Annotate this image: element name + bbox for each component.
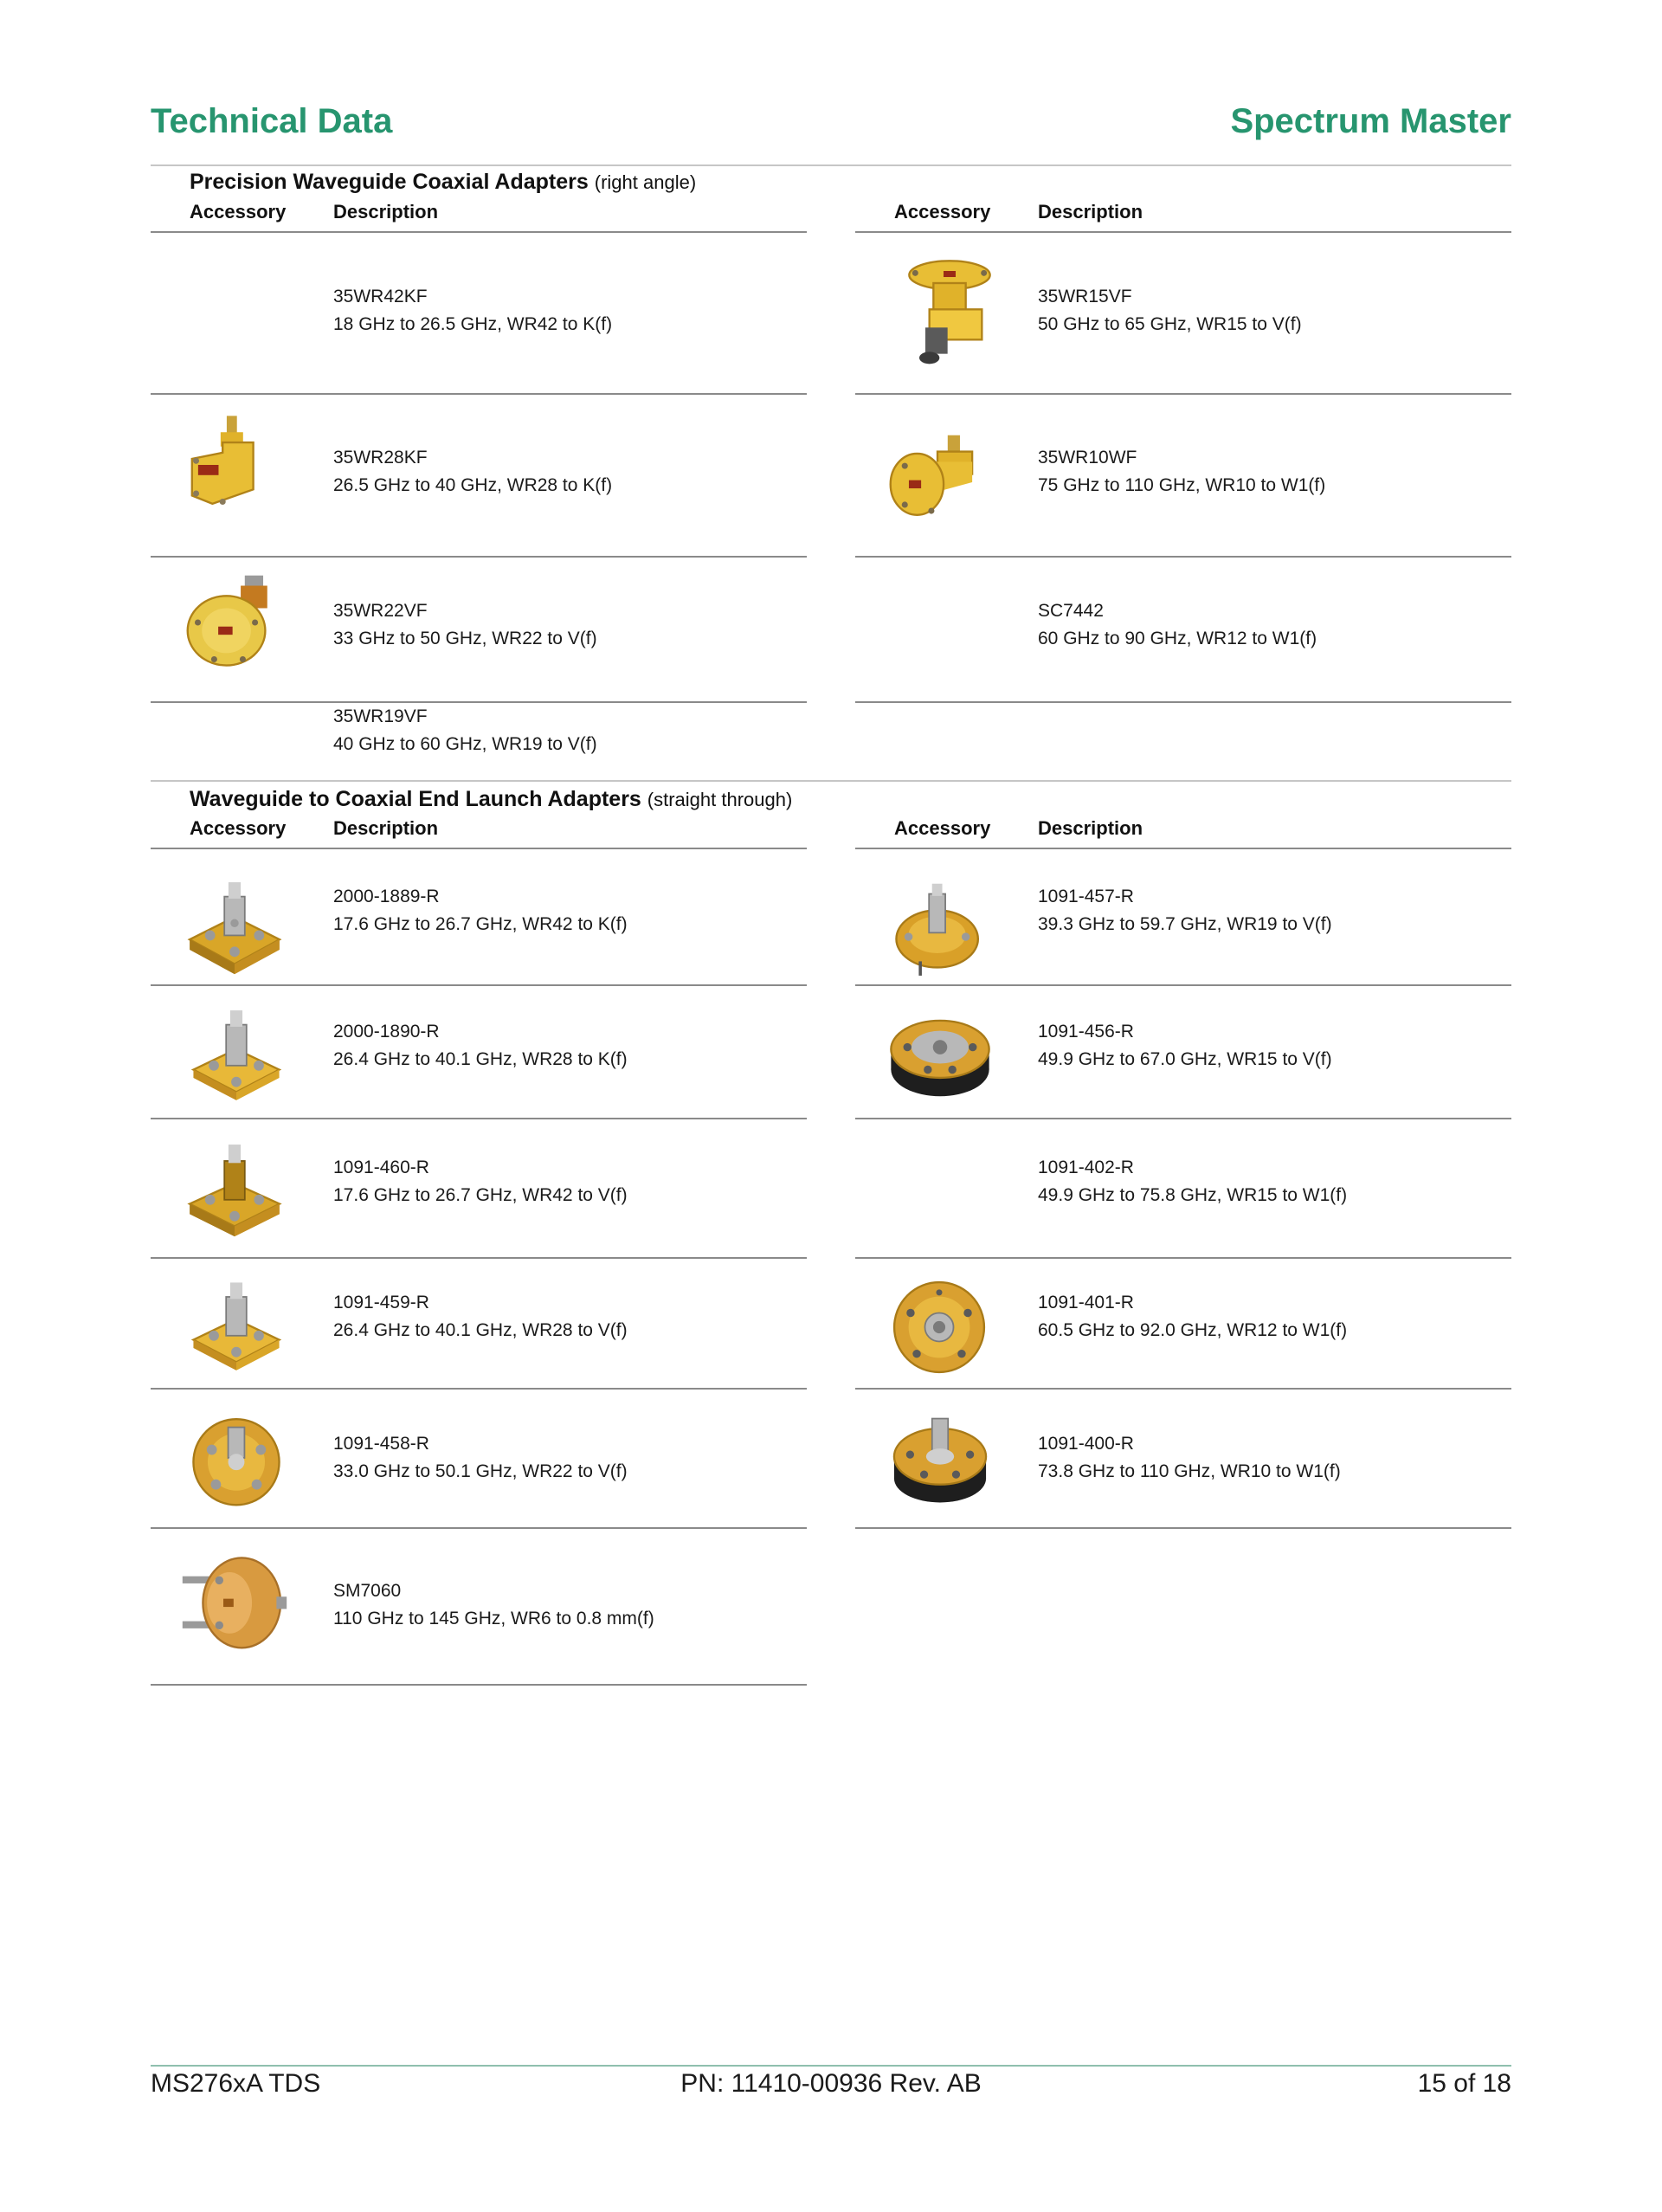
part-number: SC7442 (1038, 601, 1104, 621)
list-item (1038, 1154, 1347, 1209)
part-spec: 18 GHz to 26.5 GHz, WR42 to K(f) (333, 314, 613, 334)
part-spec: 40 GHz to 60 GHz, WR19 to V(f) (333, 734, 597, 754)
adapter-1091-460-r-image (184, 1138, 286, 1241)
part-spec: 49.9 GHz to 75.8 GHz, WR15 to W1(f) (1038, 1185, 1348, 1205)
part-number: SM7060 (333, 1581, 402, 1601)
part-spec: 49.9 GHz to 67.0 GHz, WR15 to V(f) (1038, 1049, 1332, 1069)
product-title: Spectrum Master (1230, 102, 1511, 140)
part-number: 1091-460-R (333, 1158, 429, 1177)
part-spec: 17.6 GHz to 26.7 GHz, WR42 to V(f) (333, 1185, 628, 1205)
table-rule (151, 1388, 807, 1390)
section-title-text: Precision Waveguide Coaxial Adapters (190, 170, 589, 194)
adapter-35wr28kf-image (182, 414, 284, 516)
section-subtitle: (right angle) (594, 171, 697, 193)
part-spec: 73.8 GHz to 110 GHz, WR10 to W1(f) (1038, 1461, 1341, 1481)
part-number: 35WR42KF (333, 287, 428, 306)
footer-page-number: 15 of 18 (1417, 2069, 1511, 2098)
part-number: 2000-1889-R (333, 887, 440, 906)
part-spec: 60.5 GHz to 92.0 GHz, WR12 to W1(f) (1038, 1320, 1348, 1340)
part-number: 1091-401-R (1038, 1293, 1134, 1312)
list-item (333, 1018, 628, 1074)
adapter-2000-1890-r-image (185, 1004, 287, 1106)
part-number: 2000-1890-R (333, 1022, 440, 1042)
footer-doc-name: MS276xA TDS (151, 2069, 321, 2098)
table-rule (855, 1527, 1511, 1529)
footer-part-number: PN: 11410-00936 Rev. AB (680, 2069, 982, 2098)
table-rule (151, 1118, 807, 1119)
adapter-35wr22vf-image (184, 571, 286, 674)
part-number: 1091-456-R (1038, 1022, 1134, 1042)
adapter-1091-400-r-image (888, 1409, 992, 1512)
table-rule (855, 1257, 1511, 1259)
list-item (1038, 1018, 1332, 1074)
header-divider (151, 164, 1511, 166)
table-rule (151, 984, 807, 986)
col-header-description: Description (1038, 817, 1143, 839)
part-spec: 110 GHz to 145 GHz, WR6 to 0.8 mm(f) (333, 1609, 654, 1628)
col-header-accessory: Accessory (894, 201, 991, 222)
col-header-accessory: Accessory (190, 817, 287, 839)
section-title-text: Waveguide to Coaxial End Launch Adapters (190, 787, 641, 811)
part-spec: 75 GHz to 110 GHz, WR10 to W1(f) (1038, 475, 1326, 495)
list-item (333, 883, 628, 938)
adapter-1091-456-r-image (886, 1004, 994, 1106)
list-item (1038, 1289, 1347, 1345)
table-rule (855, 701, 1511, 703)
part-spec: 26.5 GHz to 40 GHz, WR28 to K(f) (333, 475, 613, 495)
part-number: 35WR15VF (1038, 287, 1132, 306)
table-rule (855, 393, 1511, 395)
table-rule (151, 231, 807, 233)
part-number: 35WR19VF (333, 706, 428, 726)
list-item (333, 597, 597, 653)
table-rule (855, 984, 1511, 986)
section-title-end-launch (190, 787, 792, 812)
table-rule (151, 1684, 807, 1686)
table-rule (151, 1257, 807, 1259)
adapter-sm7060-image (178, 1550, 291, 1652)
list-item (1038, 1430, 1341, 1486)
part-spec: 33 GHz to 50 GHz, WR22 to V(f) (333, 629, 597, 648)
list-item (333, 1430, 628, 1486)
list-item (333, 1289, 628, 1345)
part-spec: 26.4 GHz to 40.1 GHz, WR28 to V(f) (333, 1320, 628, 1340)
part-spec: 33.0 GHz to 50.1 GHz, WR22 to V(f) (333, 1461, 628, 1481)
list-item (333, 1577, 654, 1633)
list-item (333, 1154, 628, 1209)
list-item (1038, 283, 1302, 339)
table-rule (151, 393, 807, 395)
adapter-35wr10wf-image (886, 431, 989, 533)
col-header-accessory: Accessory (894, 817, 991, 839)
table-rule (855, 1388, 1511, 1390)
part-spec: 39.3 GHz to 59.7 GHz, WR19 to V(f) (1038, 914, 1332, 934)
part-spec: 26.4 GHz to 40.1 GHz, WR28 to K(f) (333, 1049, 628, 1069)
part-spec: 50 GHz to 65 GHz, WR15 to V(f) (1038, 314, 1302, 334)
section-title-right-angle (190, 170, 696, 195)
part-number: 1091-459-R (333, 1293, 429, 1312)
page-title: Technical Data (151, 102, 393, 140)
list-item (1038, 444, 1325, 500)
section-divider (151, 780, 1511, 782)
part-number: 35WR10WF (1038, 448, 1137, 468)
table-rule (151, 1527, 807, 1529)
table-rule (855, 1118, 1511, 1119)
adapter-1091-458-r-image (185, 1407, 287, 1509)
part-number: 1091-458-R (333, 1434, 429, 1454)
part-spec: 17.6 GHz to 26.7 GHz, WR42 to K(f) (333, 914, 628, 934)
part-spec: 60 GHz to 90 GHz, WR12 to W1(f) (1038, 629, 1317, 648)
table-rule (855, 556, 1511, 558)
col-header-description: Description (333, 817, 439, 839)
col-header-accessory: Accessory (190, 201, 287, 222)
table-rule (151, 556, 807, 558)
part-number: 35WR28KF (333, 448, 428, 468)
list-item (333, 283, 612, 339)
adapter-1091-457-r-image (888, 880, 990, 982)
adapter-35wr15vf-image (899, 253, 1001, 374)
part-number: 1091-400-R (1038, 1434, 1134, 1454)
adapter-1091-459-r-image (185, 1274, 287, 1377)
part-number: 1091-402-R (1038, 1158, 1134, 1177)
list-item (333, 703, 597, 758)
part-number: 35WR22VF (333, 601, 428, 621)
adapter-2000-1889-r-image (184, 876, 286, 978)
col-header-description: Description (1038, 201, 1143, 222)
section-subtitle: (straight through) (647, 789, 793, 810)
list-item (1038, 883, 1332, 938)
adapter-1091-401-r-image (888, 1276, 990, 1378)
col-header-description: Description (333, 201, 439, 222)
list-item (333, 444, 612, 500)
table-rule (855, 848, 1511, 849)
table-rule (855, 231, 1511, 233)
footer-divider (151, 2065, 1511, 2067)
table-rule (151, 848, 807, 849)
part-number: 1091-457-R (1038, 887, 1134, 906)
list-item (1038, 597, 1317, 653)
